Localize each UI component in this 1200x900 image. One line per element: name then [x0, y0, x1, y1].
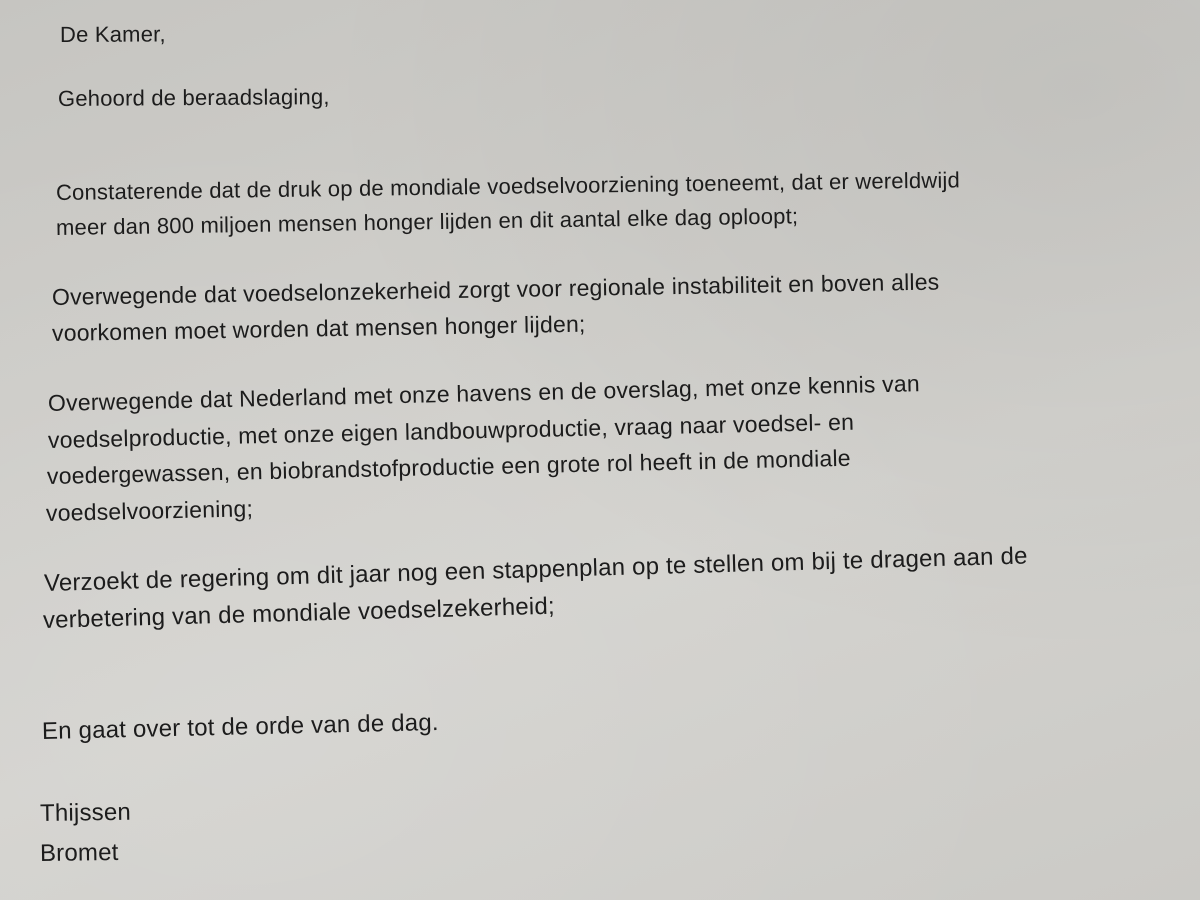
paragraph-4-line-2: verbetering van de mondiale voedselzekerheid;	[42, 592, 556, 634]
paragraph-1-line-2: meer dan 800 miljoen mensen honger lijden en dit aantal elke dag oploopt;	[55, 203, 799, 240]
paragraph-1-line-1: Constaterende dat de druk op de mondiale voedselvoorziening toeneemt, dat er wereldwijd	[55, 167, 961, 205]
salutation: De Kamer,	[59, 21, 166, 47]
paragraph-2-line-1: Overwegende dat voedselonzekerheid zorgt voor regionale instabiliteit en boven alles	[51, 268, 940, 310]
signatory-2: Bromet	[39, 838, 119, 867]
intro-line: Gehoord de beraadslaging,	[57, 84, 330, 111]
paragraph-3-line-2: voedselproductie, met onze eigen landbouwproductie, vraag naar voedsel- en	[47, 408, 855, 453]
paragraph-3-line-1: Overwegende dat Nederland met onze havens en de overslag, met onze kennis van	[47, 370, 921, 416]
paragraph-4-line-1: Verzoekt de regering om dit jaar nog een stappenplan op te stellen om bij te dragen aan de	[43, 542, 1028, 597]
paragraph-3-line-4: voedselvoorziening;	[45, 495, 254, 526]
signatory-1: Thijssen	[39, 798, 132, 827]
paragraph-2-line-2: voorkomen moet worden dat mensen honger lijden;	[51, 310, 586, 346]
paragraph-3-line-3: voedergewassen, en biobrandstofproductie een grote rol heeft in de mondiale	[46, 444, 851, 489]
closing-line: En gaat over tot de orde van de dag.	[41, 709, 440, 745]
